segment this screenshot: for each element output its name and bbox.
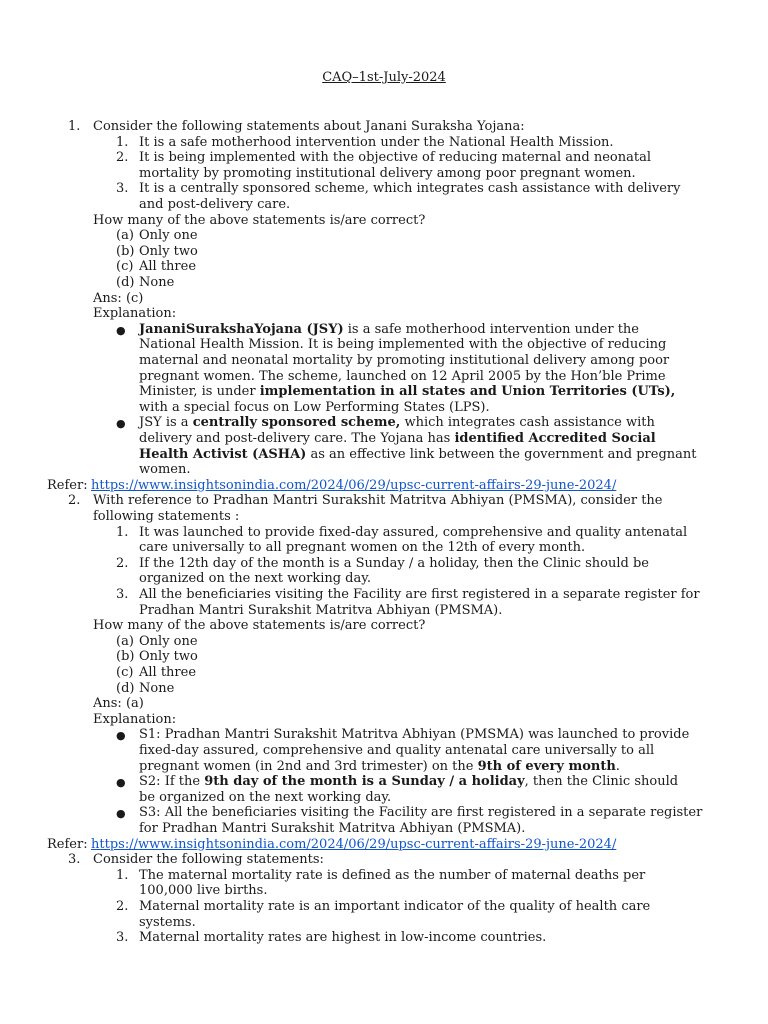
bullet-dot: ● [116,776,126,790]
text-run: S2: If the [139,774,205,790]
option-label: (b) [116,649,135,665]
statement-text: The maternal mortality rate is defined as the number of maternal deaths per [139,867,646,883]
statement-text: 100,000 live births. [139,883,268,899]
statement-text: and post-delivery care. [139,197,291,212]
text-run: delivery and post-delivery care. The Yojana has [139,431,455,446]
option-label: (c) [116,665,134,680]
explanation-text [139,759,620,775]
option-text: Only two [139,243,198,259]
option-text: None [139,680,175,696]
option-text: None [139,275,175,290]
statement-text: If the 12th day of the month is a Sunday / a holiday, then the Clinic should be [139,555,649,571]
statement-text: organized on the next working day. [139,571,372,587]
text-run: fixed-day assured, comprehensive and quality antenatal care universally to all [139,743,655,758]
refer-link[interactable]: https://www.insightsonindia.com/2024/06/29/upsc-current-affairs-29-june-2024/ [91,836,617,852]
option-label: (d) [116,680,135,696]
explanation-text [139,743,654,759]
text-run: , then the Clinic should [524,774,679,790]
explanation-text [139,400,490,416]
statement-number: 3. [116,587,129,602]
bullet-dot: ● [116,417,126,431]
option-text: All three [139,259,197,275]
option-label: (d) [116,275,135,290]
question-stem: Consider the following statements about Janani Suraksha Yojana: [93,119,525,134]
statement-text: mortality by promoting institutional delivery among poor pregnant women. [139,165,636,181]
text-run: Minister, is under [139,384,260,400]
text-run: be organized on the next working day. [139,789,392,805]
text-run: which integrates cash assistance with [400,415,655,431]
explanation-text [139,790,391,806]
statement-text: It is a safe motherhood intervention under the National Health Mission. [139,134,614,150]
text-run: pregnant women (in 2nd and 3rd trimester) on the [139,758,478,774]
text-run: for Pradhan Mantri Surakshit Matritva Abhiyan (PMSMA). [139,821,526,836]
emphasis-text: 9th day of the month is a Sunday / a holiday [204,774,525,790]
statement-number: 1. [116,134,129,150]
explanation-text [139,805,702,821]
statement-number: 1. [116,867,129,883]
explanation-text [139,337,666,353]
refer-label: Refer: [47,836,88,852]
emphasis-text: identified Accredited Social [454,431,656,446]
statement-text: It is being implemented with the objective of reducing maternal and neonatal [139,150,652,166]
bullet-dot: ● [116,807,126,821]
statement-number: 3. [116,930,129,946]
statement-text: Maternal mortality rate is an important indicator of the quality of health care [139,899,651,914]
option-label: (b) [116,243,135,259]
text-run: S1: Pradhan Mantri Surakshit Matritva Abhiyan (PMSMA) was launched to provide [139,727,690,743]
statement-text: Pradhan Mantri Surakshit Matritva Abhiyan (PMSMA). [139,602,503,618]
text-run: maternal and neonatal mortality by promoting institutional delivery among poor [139,353,670,368]
statement-number: 1. [116,524,129,540]
explanation-text [139,369,666,385]
answer-line: Ans: (a) [93,696,144,712]
explanation-text [139,415,655,431]
statement-text: It was launched to provide fixed-day assured, comprehensive and quality antenatal [139,524,688,540]
emphasis-text: Health Activist (ASHA) [139,446,307,462]
text-run: National Health Mission. It is being implemented with the objective of reducing [139,337,667,353]
explanation-text [139,462,190,478]
statement-text: Maternal mortality rates are highest in low-income countries. [139,930,547,946]
question-number: 3. [68,852,81,868]
explanation-label: Explanation: [93,306,177,322]
statement-number: 2. [116,555,129,571]
explanation-text [139,447,697,463]
emphasis-text: 9th of every month [477,758,616,774]
explanation-text [139,322,639,338]
question-number: 2. [68,493,81,509]
question-number: 1. [68,119,81,134]
statement-number: 2. [116,899,129,914]
refer-label: Refer: [47,477,88,493]
statement-text: It is a centrally sponsored scheme, which integrates cash assistance with delivery [139,181,681,197]
text-run: . [615,758,620,774]
option-text: All three [139,665,197,680]
question-stem: With reference to Pradhan Mantri Surakshit Matritva Abhiyan (PMSMA), consider the [93,493,663,509]
explanation-label: Explanation: [93,711,177,727]
explanation-text [139,384,675,400]
statement-number: 2. [116,150,129,166]
bullet-dot: ● [116,729,126,743]
emphasis-text: centrally sponsored scheme, [192,415,401,431]
statement-number: 3. [116,181,129,197]
option-label: (a) [116,228,134,244]
option-text: Only one [139,228,198,244]
statement-text: care universally to all pregnant women on the 12th of every month. [139,540,586,556]
statement-text: All the beneficiaries visiting the Facility are first registered in a separate register for [139,587,700,602]
option-text: Only one [139,633,198,649]
text-run: S3: All the beneficiaries visiting the Facility are first registered in a separate register [139,805,703,821]
bullet-dot: ● [116,323,126,337]
page-title: CAQ–1st-July-2024 [322,70,446,85]
question-stem: following statements : [93,509,240,524]
statement-text: systems. [139,914,196,930]
option-label: (c) [116,259,134,275]
question-prompt: How many of the above statements is/are correct? [93,212,426,228]
text-run: women. [139,462,191,478]
text-run: JSY is a [139,415,193,431]
option-label: (a) [116,633,134,649]
explanation-text [139,727,689,743]
answer-line: Ans: (c) [93,290,144,306]
question-prompt: How many of the above statements is/are correct? [93,618,426,634]
text-run: as an effective link between the government and pregnant [306,446,697,462]
text-run: pregnant women. The scheme, launched on 12 April 2005 by the Hon’ble Prime [139,368,666,384]
explanation-text [139,431,656,447]
emphasis-text: implementation in all states and Union Territories (UTs), [259,384,676,400]
explanation-text [139,353,669,369]
text-run: with a special focus on Low Performing States (LPS). [139,399,490,415]
explanation-text [139,821,525,837]
refer-link[interactable]: https://www.insightsonindia.com/2024/06/29/upsc-current-affairs-29-june-2024/ [91,477,617,493]
question-stem: Consider the following statements: [93,852,324,868]
text-run: is a safe motherhood intervention under the [343,321,639,337]
explanation-text [139,774,678,790]
option-text: Only two [139,649,198,665]
emphasis-text: JananiSurakshaYojana (JSY) [139,321,344,337]
